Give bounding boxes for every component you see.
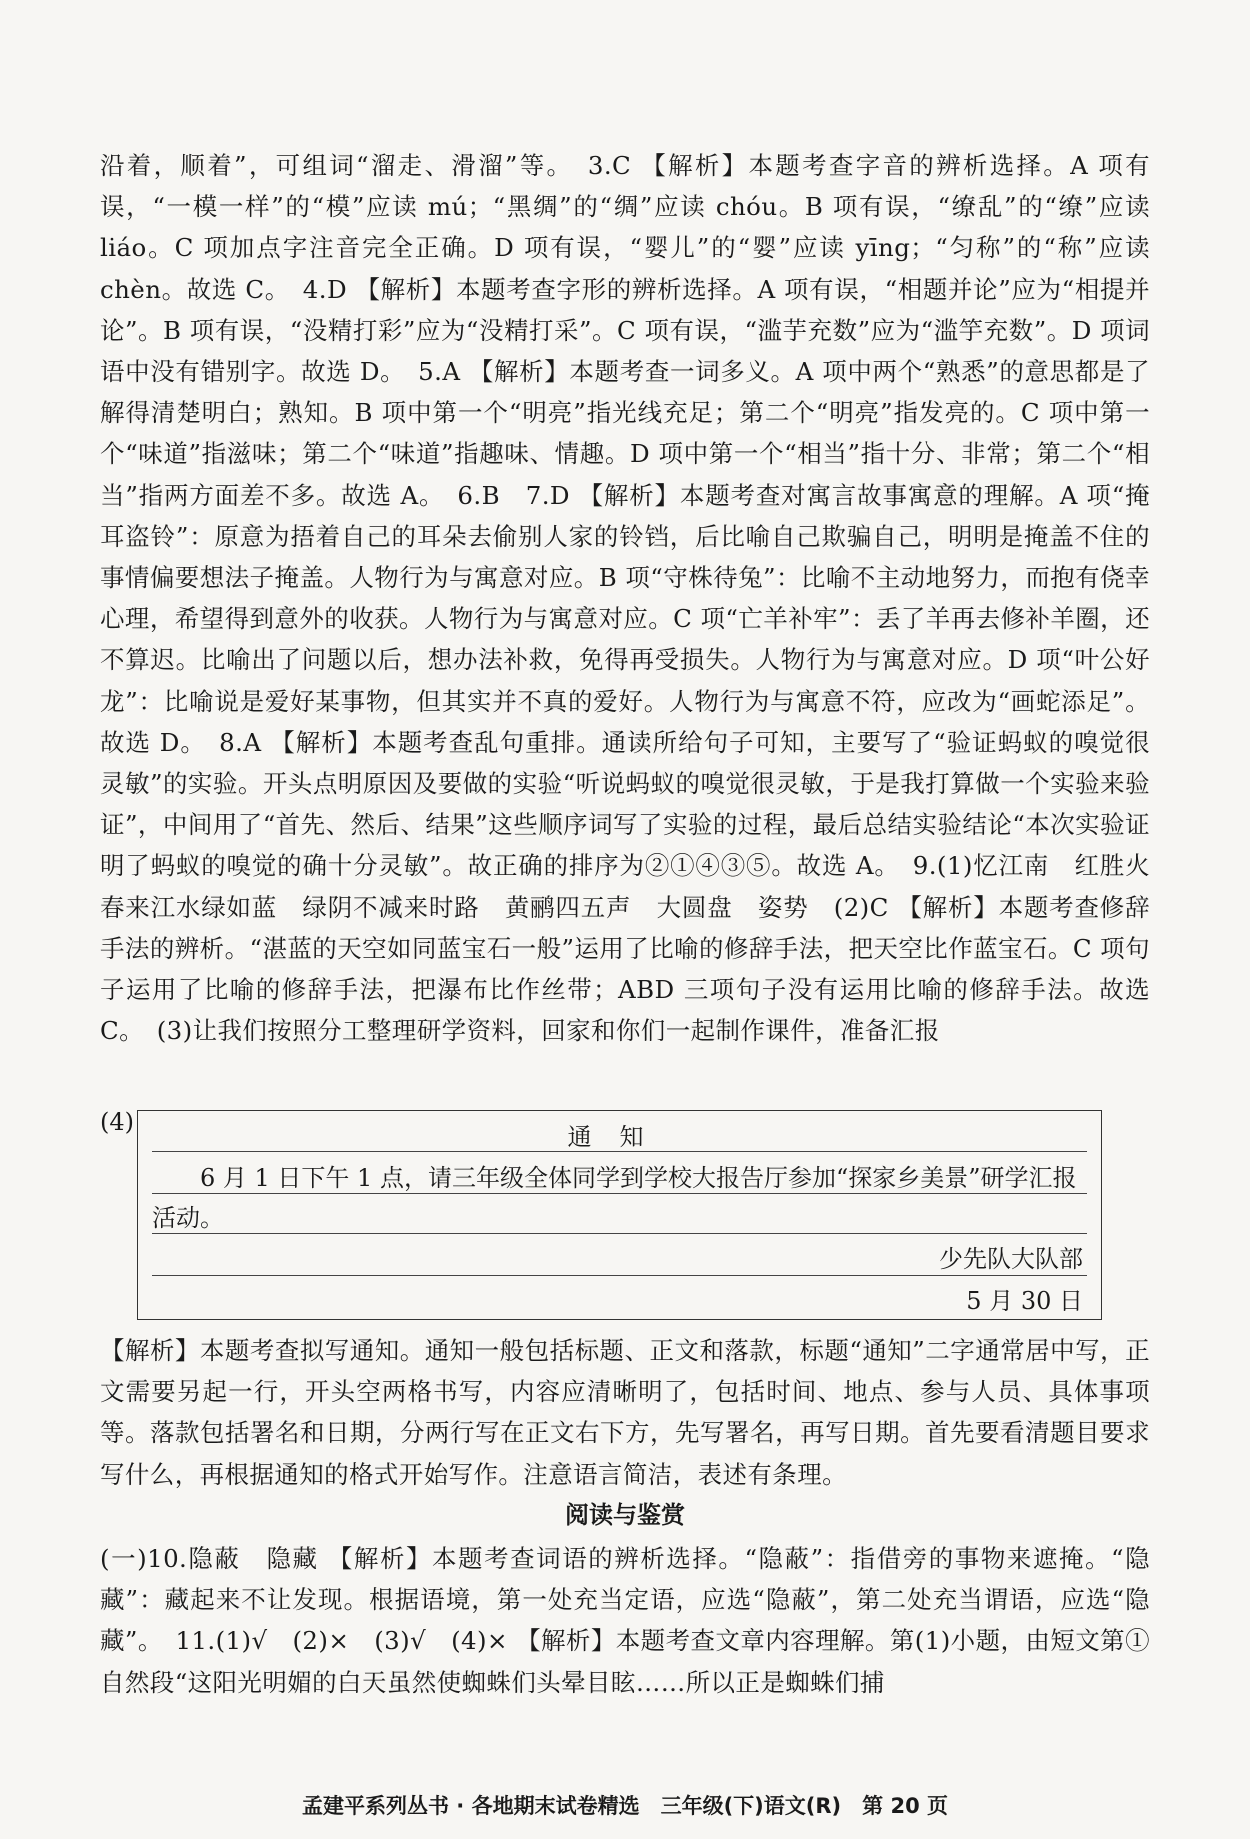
notice-title: 通知 (567, 1123, 672, 1151)
ruled-line (152, 1233, 1087, 1234)
notice-signature: 少先队大队部 (939, 1245, 1083, 1273)
notice-box (137, 1110, 1102, 1320)
ruled-line (152, 1151, 1087, 1152)
ruled-line (152, 1193, 1087, 1194)
notice-date: 5 月 30 日 (966, 1287, 1083, 1315)
answer-paragraph-1 (100, 145, 1175, 1051)
page-footer: 孟建平系列丛书 · 各地期末试卷精选 三年级(下)语文(R) 第 20 页 (301, 1794, 948, 1818)
question-number: (4) (100, 1108, 134, 1136)
paragraph-text: 沿着，顺着”，可组词“溜走、滑溜”等。 3.C 【解析】本题考查字音的辨析选择。A 项有误，“一模一样”的“模”应读 mú；“黑绸”的“绸”应读 chóu。B 项有误，“缭乱”的“缭”应读 liáo。C 项加点字注音完全正确。D 项有误，“婴儿”的“婴”应读 yīng；“匀称”的“称”应读 chèn。故选 C。 4.D 【解析】本题考查字形的辨析选择。A 项有误，“相题并论”应为“相提并论”。B 项有误，“没精打彩”应为“没精打采”。C 项有误，“滥芋充数”应为“滥竽充数”。D 项词语中没有错别字。故选 D。 5.A 【解析】本题考查一词多义。A 项中两个“熟悉”的意思都是了解得清楚明白；熟知。B 项中第一个“明亮”指光线充足；第二个“明亮”指发亮的。C 项中第一个“味道”指滋味；第二个“味道”指趣味、情趣。D 项中第一个“相当”指十分、非常；第二个“相当”指两方面差不多。故选 A。 6.B 7.D 【解析】本题考查对寓言故事寓意的理解。A 项“掩耳盗铃”：原意为捂着自己的耳朵去偷别人家的铃铛，后比喻自己欺骗自己，明明是掩盖不住的事情偏要想法子掩盖。人物行为与寓意对应。B 项“守株待兔”：比喻不主动地努力，而抱有侥幸心理，希望得到意外的收获。人物行为与寓意对应。C 项“亡羊补牢”：丢了羊再去修补羊圈，还不算迟。比喻出了问题以后，想办法补救，免得再受损失。人物行为与寓意对应。D 项“叶公好龙”：比喻说是爱好某事物，但其实并不真的爱好。人物行为与寓意不符，应改为“画蛇添足”。故选 D。 8.A 【解析】本题考查乱句重排。通读所给句子可知，主要写了“验证蚂蚁的嗅觉很灵敏”的实验。开头点明原因及要做的实验“听说蚂蚁的嗅觉很灵敏，于是我打算做一个实验来验证”，中间用了“首先、然后、结果”这些顺序词写了实验的过程，最后总结实验结论“本次实验证明了蚂蚁的嗅觉的确十分灵敏”。故正确的排序为②①④③⑤。故选 A。 9.(1)忆江南 红胜火 春来江水绿如蓝 绿阴不减来时路 黄鹂四五声 大圆盘 姿势 (2)C 【解析】本题考查修辞手法的辨析。“湛蓝的天空如同蓝宝石一般”运用了比喻的修辞手法，把天空比作蓝宝石。C 项句子运用了比喻的修辞手法，把瀑布比作丝带；ABD 三项句子没有运用比喻的修辞手法。故选 C。 (3)让我们按照分工整理研学资料，回家和你们一起制作课件，准备汇报 (100, 151, 1175, 1046)
paragraph-text: 【解析】本题考查拟写通知。通知一般包括标题、正文和落款，标题“通知”二字通常居中写，正文需要另起一行，开头空两格书写，内容应清晰明了，包括时间、地点、参与人员、具体事项等。落款包括署名和日期，分两行写在正文右下方，先写署名，再写日期。首先要看清题目要求写什么，再根据通知的格式开始写作。注意语言简洁，表述有条理。 (100, 1336, 1150, 1489)
ruled-line (152, 1275, 1087, 1276)
paragraph-text: (一)10.隐蔽 隐藏 【解析】本题考查词语的辨析选择。“隐蔽”：指借旁的事物来遮掩。“隐藏”：藏起来不让发现。根据语境，第一处充当定语，应选“隐蔽”，第二处充当谓语，应选“隐藏”。 11.(1)√ (2)× (3)√ (4)× 【解析】本题考查文章内容理解。第(1)小题，由短文第①自然段“这阳光明媚的白天虽然使蜘蛛们头晕目眩……所以正是蜘蛛们捕 (100, 1544, 1150, 1697)
notice-body: 6 月 1 日下午 1 点，请三年级全体同学到学校大报告厅参加“探家乡美景”研学汇报活动。 (152, 1164, 1077, 1232)
answer-paragraph-2 (100, 1330, 1150, 1495)
answer-paragraph-3 (100, 1538, 1150, 1703)
section-title: 阅读与鉴赏 (565, 1501, 685, 1529)
